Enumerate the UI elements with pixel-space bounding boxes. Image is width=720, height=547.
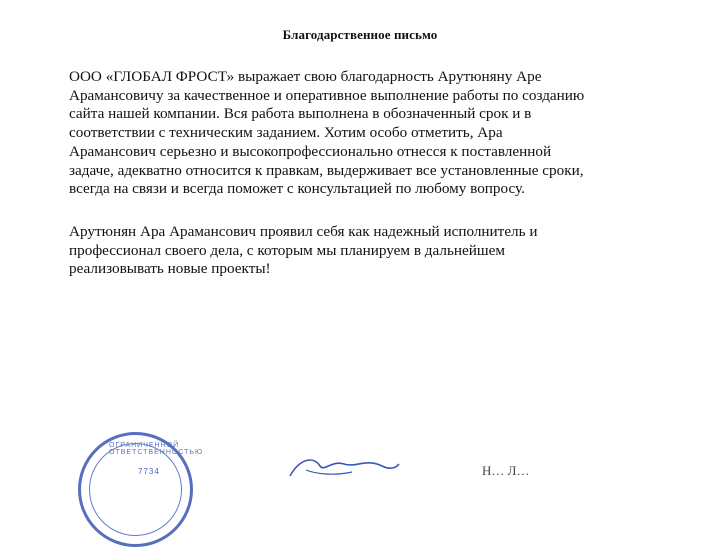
letter-paragraph-2 — [69, 223, 654, 279]
paragraph-line: всегда на связи и всегда поможет с консультацией по любому вопросу. — [69, 180, 525, 198]
paragraph-line: задаче, адекватно относится к правкам, выдерживает все установленные сроки, — [69, 161, 584, 179]
paragraph-line: сайта нашей компании. Вся работа выполнена в обозначенный срок и в — [69, 105, 532, 123]
signer-name: Н… Л… — [482, 463, 530, 478]
seal-text: ОГРАНИЧЕННОЙ ОТВЕТСТВЕННОСТЬЮ — [109, 442, 204, 456]
paragraph-line: соответствии с техническим заданием. Хотим особо отметить, Ара — [69, 124, 503, 142]
letter-title: Благодарственное письмо — [282, 27, 438, 42]
signature-icon — [286, 452, 401, 480]
company-seal-icon — [78, 432, 204, 547]
paragraph-line: Арамансович серьезно и высокопрофессионально отнесся к поставленной — [69, 142, 552, 160]
paragraph-line: Арамансовичу за качественное и оперативное выполнение работы по созданию — [69, 86, 585, 104]
paragraph-line: Арутюнян Ара Арамансович проявил себя как надежный исполнитель и — [69, 223, 538, 240]
seal-inner-ring — [89, 443, 182, 536]
paragraph-line: ООО «ГЛОБАЛ ФРОСТ» выражает свою благодарность Арутюняну Аре — [69, 68, 542, 85]
paragraph-line: профессионал своего дела, с которым мы планируем в дальнейшем — [69, 241, 505, 259]
seal-number: 7734 — [138, 467, 160, 476]
paragraph-line: реализовывать новые проекты! — [69, 260, 271, 278]
letter-paragraph-1 — [69, 68, 654, 199]
